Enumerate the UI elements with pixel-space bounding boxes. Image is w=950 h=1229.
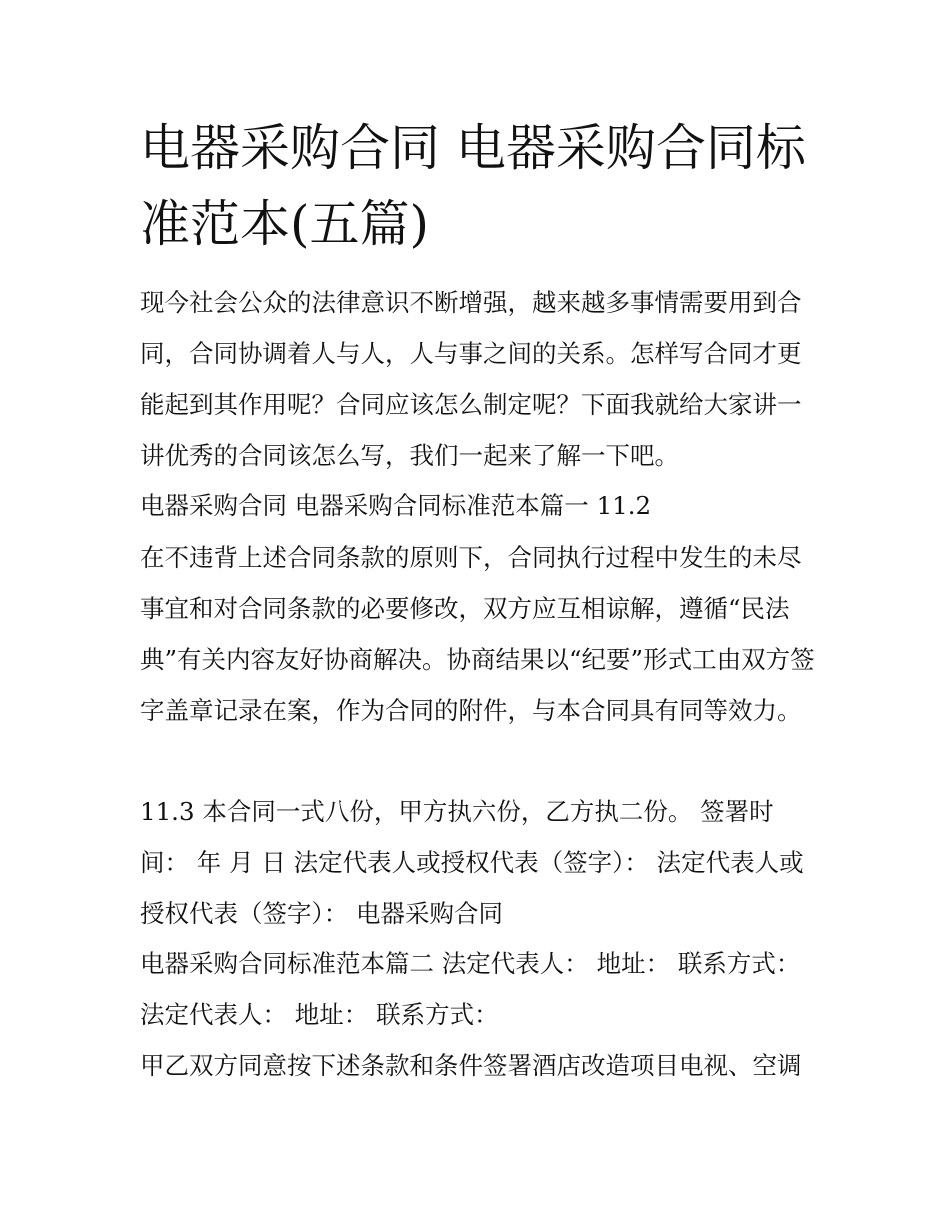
section-heading-2: 电器采购合同标准范本篇二 法定代表人： 地址： 联系方式： 法定代表人： 地址： 联系方式： — [140, 949, 801, 1029]
section-heading-1: 电器采购合同 电器采购合同标准范本篇一 11.2 — [140, 491, 652, 520]
document-title: 电器采购合同 电器采购合同标准范本(五篇) — [140, 119, 806, 253]
signature-paragraph: 11.3 本合同一式八份，甲方执六份，乙方执二份。 签署时间： 年 月 日 法定代表人或授权代表（签字）： 法定代表人或授权代表（签字）： 电器采购合同 — [140, 797, 804, 928]
intro-paragraph: 现今社会公众的法律意识不断增强，越来越多事情需要用到合同，合同协调着人与人，人与事之间的关系。怎样写合同才更能起到其作用呢？合同应该怎么制定呢？下面我就给大家讲一讲优秀的合同该怎么写，我们一起来了解一下吧。 — [140, 288, 802, 470]
clause-paragraph: 在不违背上述合同条款的原则下，合同执行过程中发生的未尽事宜和对合同条款的必要修改，双方应互相谅解，遵循“民法典”有关内容友好协商解决。协商结果以“纪要”形式工由双方签字盖章记录在案，作为合同的附件，与本合同具有同等效力。 — [140, 543, 815, 725]
agreement-paragraph: 甲乙双方同意按下述条款和条件签署酒店改造项目电视、空调 — [140, 1051, 802, 1080]
